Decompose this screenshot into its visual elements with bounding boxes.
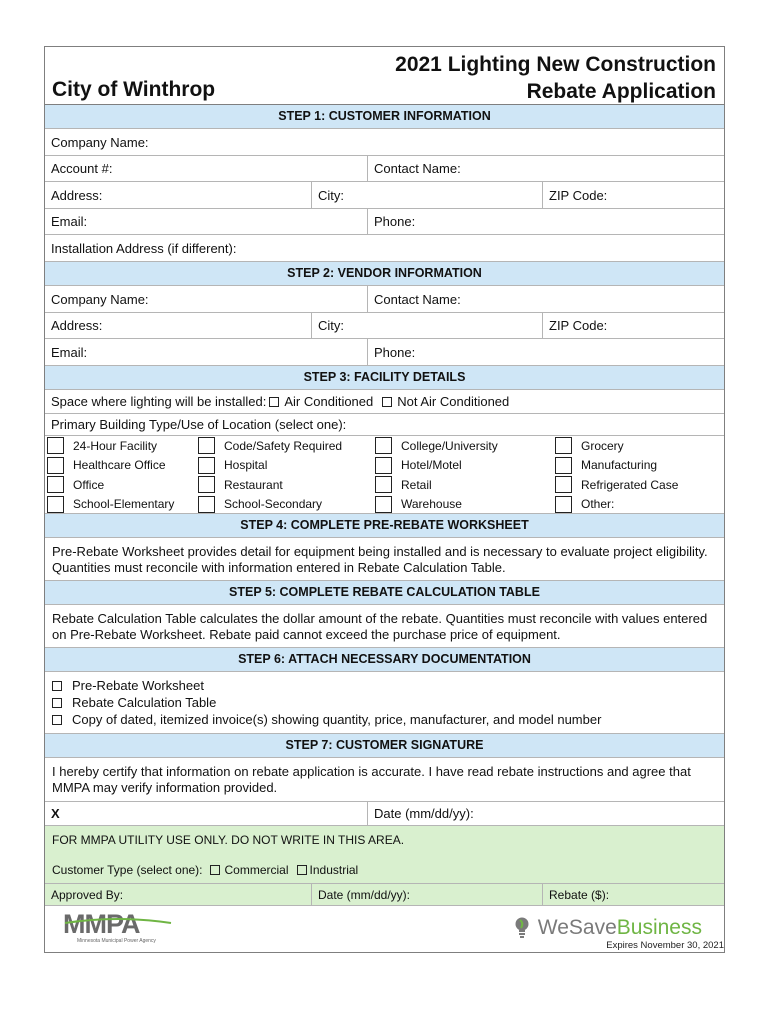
title-line-2: Rebate Application [526, 80, 716, 103]
vendor-address-label: Address: [51, 318, 103, 333]
step7-heading: STEP 7: CUSTOMER SIGNATURE [45, 734, 724, 758]
building-type-checkbox[interactable] [47, 457, 64, 474]
customer-email-field[interactable] [45, 209, 93, 234]
space-row [45, 390, 724, 414]
vendor-zip-label: ZIP Code: [549, 318, 608, 333]
building-type-checkbox[interactable] [198, 457, 215, 474]
signature-date-field[interactable] [367, 802, 724, 825]
vendor-email-label: Email: [51, 344, 88, 360]
building-type-option[interactable] [375, 456, 498, 476]
building-type-column-1 [47, 436, 174, 513]
vendor-email-row [45, 339, 724, 366]
building-type-checkbox[interactable] [375, 496, 392, 513]
building-type-grid [45, 436, 724, 514]
doc-checkbox[interactable] [52, 681, 62, 691]
vendor-phone-field[interactable] [367, 339, 724, 365]
building-type-checkbox[interactable] [375, 437, 392, 454]
utility-use-area [45, 826, 724, 884]
expiration-note: Expires November 30, 2021 [606, 940, 724, 951]
vendor-contact-field[interactable] [367, 286, 724, 312]
approval-date-field[interactable] [311, 884, 416, 905]
wesave-text: WeSave [537, 916, 617, 939]
building-type-label: Warehouse [401, 497, 462, 512]
customer-account-row [45, 156, 724, 182]
approved-by-field[interactable] [45, 884, 129, 905]
building-type-label: Other: [581, 497, 615, 512]
vendor-phone-label: Phone: [374, 344, 416, 360]
customer-type-line [52, 863, 358, 877]
approved-by-label: Approved By: [51, 887, 124, 902]
step2-heading: STEP 2: VENDOR INFORMATION [45, 262, 724, 286]
building-type-label: Grocery [581, 438, 624, 453]
business-text: Business [616, 916, 702, 939]
building-type-option[interactable] [47, 456, 174, 476]
customer-address-row [45, 182, 724, 209]
rebate-amount-label: Rebate ($): [549, 887, 610, 902]
building-type-checkbox[interactable] [47, 476, 64, 493]
contact-label: Contact Name: [374, 161, 461, 176]
address-label: Address: [51, 187, 103, 203]
approval-row [45, 884, 724, 906]
vendor-email-field[interactable] [45, 339, 93, 365]
industrial-checkbox[interactable] [297, 865, 307, 875]
space-line [45, 390, 515, 413]
vendor-address-field[interactable] [45, 313, 108, 338]
building-type-checkbox[interactable] [47, 496, 64, 513]
step5-heading: STEP 5: COMPLETE REBATE CALCULATION TABLE [45, 581, 724, 605]
customer-address-field[interactable] [45, 182, 108, 208]
air-conditioned-label: Air Conditioned [284, 394, 374, 409]
doc-item[interactable] [52, 677, 717, 694]
commercial-checkbox[interactable] [210, 865, 220, 875]
industrial-label: Industrial [309, 863, 359, 877]
not-air-conditioned-label: Not Air Conditioned [397, 394, 510, 409]
mmpa-tagline: Minnesota Municipal Power Agency [77, 938, 156, 944]
customer-zip-field[interactable] [542, 182, 724, 208]
building-type-checkbox[interactable] [198, 476, 215, 493]
vendor-company-field[interactable] [45, 286, 155, 312]
documentation-checklist [45, 672, 724, 734]
step1-heading: STEP 1: CUSTOMER INFORMATION [45, 105, 724, 129]
building-type-label: Office [73, 477, 105, 492]
mmpa-wordmark: MMPA [63, 909, 140, 939]
installation-address-field[interactable] [45, 235, 724, 262]
signature-x: X [51, 806, 60, 821]
certification-text: I hereby certify that information on rebate application is accurate. I have read rebate instructions and agree that MMPA may verify information provided. [45, 758, 724, 802]
doc-item-label: Rebate Calculation Table [72, 695, 217, 710]
customer-account-field[interactable] [45, 156, 118, 181]
building-type-label: Hotel/Motel [401, 458, 462, 473]
rebate-application-form [44, 46, 725, 953]
title-row [45, 47, 724, 105]
building-type-label: 24-Hour Facility [73, 438, 158, 453]
document-title [395, 51, 716, 105]
vendor-company-label: Company Name: [51, 291, 149, 307]
building-type-label: Code/Safety Required [224, 438, 343, 453]
vendor-city-field[interactable] [311, 313, 350, 338]
building-type-checkbox[interactable] [555, 457, 572, 474]
vendor-company-row [45, 286, 724, 313]
wesavebusiness-logo [515, 916, 702, 940]
rebate-amount-field[interactable] [542, 884, 724, 905]
building-type-option[interactable] [47, 495, 174, 515]
building-type-column-3 [375, 436, 498, 513]
building-type-label: Retail [401, 477, 432, 492]
building-type-checkbox[interactable] [375, 457, 392, 474]
building-type-option[interactable] [47, 436, 174, 456]
doc-item[interactable] [52, 711, 717, 728]
building-type-label: Primary Building Type/Use of Location (select one): [51, 417, 347, 432]
step3-heading: STEP 3: FACILITY DETAILS [45, 366, 724, 390]
customer-phone-field[interactable] [367, 209, 724, 234]
building-type-label: School-Elementary [73, 497, 175, 512]
vendor-contact-label: Contact Name: [374, 291, 461, 307]
building-type-option[interactable] [198, 456, 342, 476]
zip-label: ZIP Code: [549, 187, 608, 203]
email-label: Email: [51, 214, 88, 229]
step6-heading: STEP 6: ATTACH NECESSARY DOCUMENTATION [45, 648, 724, 672]
air-conditioned-checkbox[interactable] [269, 397, 279, 407]
installation-address-label: Installation Address (if different): [51, 240, 237, 256]
building-type-label: Manufacturing [581, 458, 658, 473]
building-type-option[interactable] [555, 475, 678, 495]
doc-checkbox[interactable] [52, 698, 62, 708]
org-name: City of Winthrop [52, 78, 216, 101]
building-type-column-2 [198, 436, 342, 513]
mmpa-swoosh-icon [63, 917, 173, 927]
building-type-label: Restaurant [224, 477, 283, 492]
building-type-label: College/University [401, 438, 498, 453]
signature-field[interactable] [45, 802, 66, 825]
building-type-checkbox[interactable] [198, 437, 215, 454]
signature-row [45, 802, 724, 826]
building-type-checkbox[interactable] [555, 437, 572, 454]
building-type-checkbox[interactable] [47, 437, 64, 454]
building-type-option[interactable] [198, 475, 342, 495]
customer-company-label: Company Name: [51, 134, 149, 150]
lightbulb-icon [515, 917, 529, 939]
utility-note: FOR MMPA UTILITY USE ONLY. DO NOT WRITE IN THIS AREA. [52, 833, 405, 847]
not-air-conditioned-checkbox[interactable] [382, 397, 392, 407]
title-line-1: 2021 Lighting New Construction [395, 53, 716, 76]
step5-text: Rebate Calculation Table calculates the dollar amount of the rebate. Quantities must reconcile with values entered on Pre-Rebate Worksheet. Rebate paid cannot exceed the purchase price of equipment. [45, 605, 724, 648]
building-type-option[interactable] [555, 495, 678, 515]
customer-contact-field[interactable] [367, 156, 724, 181]
building-type-checkbox[interactable] [198, 496, 215, 513]
doc-checkbox[interactable] [52, 715, 62, 725]
building-type-label: Healthcare Office [73, 458, 166, 473]
building-type-checkbox[interactable] [555, 476, 572, 493]
building-type-label: School-Secondary [224, 497, 323, 512]
phone-label: Phone: [374, 214, 416, 229]
building-type-option[interactable] [375, 495, 498, 515]
step4-text: Pre-Rebate Worksheet provides detail for equipment being installed and is necessary to evaluate project eligibility. Quantities must reconcile with information entered in Rebate Calculation Table. [45, 538, 724, 581]
building-type-option[interactable] [375, 475, 498, 495]
city-label: City: [318, 187, 344, 203]
building-type-label-row [45, 414, 724, 436]
building-type-option[interactable] [555, 456, 678, 476]
building-type-option[interactable] [375, 436, 498, 456]
building-type-option[interactable] [198, 436, 342, 456]
doc-item[interactable] [52, 694, 717, 711]
building-type-label: Refrigerated Case [581, 477, 679, 492]
commercial-label: Commercial [224, 863, 289, 877]
building-type-label: Hospital [224, 458, 268, 473]
step4-heading: STEP 4: COMPLETE PRE-REBATE WORKSHEET [45, 514, 724, 538]
building-type-option[interactable] [47, 475, 174, 495]
vendor-address-row [45, 313, 724, 339]
signature-date-label: Date (mm/dd/yy): [374, 806, 474, 821]
mmpa-logo [63, 910, 156, 944]
building-type-option[interactable] [555, 436, 678, 456]
space-label: Space where lighting will be installed: [51, 394, 267, 409]
building-type-option[interactable] [198, 495, 342, 515]
customer-email-row [45, 209, 724, 235]
customer-city-field[interactable] [311, 182, 350, 208]
building-type-column-4 [555, 436, 678, 513]
doc-item-label: Copy of dated, itemized invoice(s) showing quantity, price, manufacturer, and model number [72, 712, 602, 727]
account-label: Account #: [51, 161, 113, 176]
customer-type-label: Customer Type (select one): [52, 863, 203, 877]
approval-date-label: Date (mm/dd/yy): [318, 887, 411, 902]
vendor-zip-field[interactable] [542, 313, 724, 338]
customer-company-field[interactable] [45, 129, 724, 156]
doc-item-label: Pre-Rebate Worksheet [72, 678, 204, 693]
building-type-checkbox[interactable] [375, 476, 392, 493]
vendor-city-label: City: [318, 318, 344, 333]
building-type-checkbox[interactable] [555, 496, 572, 513]
